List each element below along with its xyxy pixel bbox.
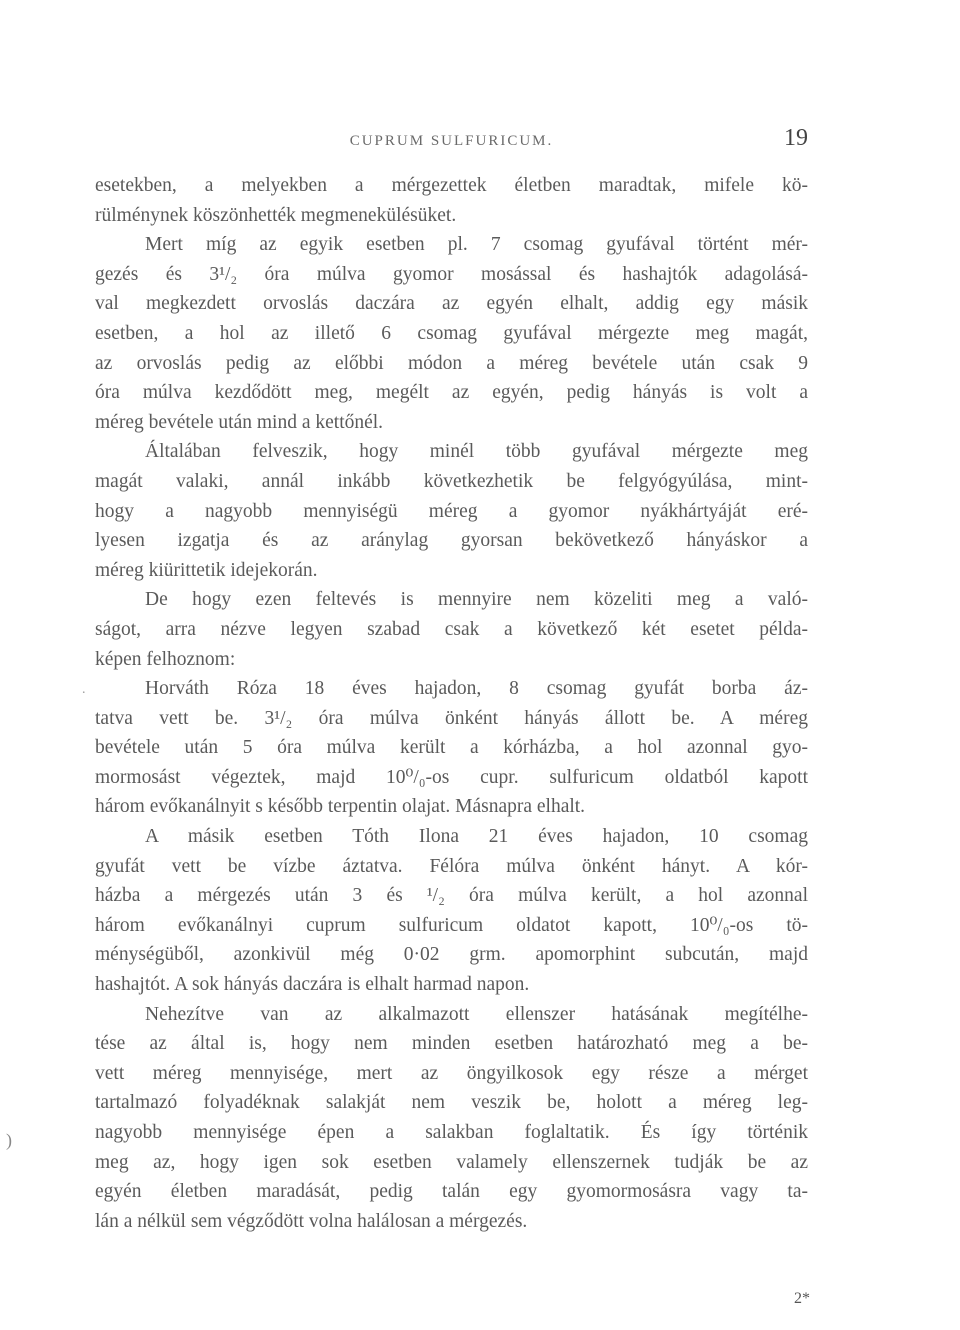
text-line: bevétele után 5 óra múlva került a kórházba, a hol azonnal gyo- — [95, 737, 808, 759]
text-line: tartalmazó folyadéknak salakját nem veszik be, holott a méreg leg- — [95, 1092, 808, 1114]
text-line: esetekben, a melyekben a mérgezettek életben maradtak, mifele kö- — [95, 175, 808, 196]
text-line: képen felhoznom: — [95, 648, 236, 670]
text-line: hogy a nagyobb mennyiségü méreg a gyomor nyákhártyáját eré- — [95, 500, 808, 522]
page-header — [95, 125, 808, 165]
text-line: méreg bevétele után mind a kettőnél. — [95, 411, 384, 433]
text-line: Általában felveszik, hogy minél több gyufával mérgezte meg — [145, 441, 808, 463]
text-line: lyesen izgatja és az aránylag gyorsan bekövetkező hányáskor a — [95, 530, 808, 552]
text-line: meg az, hogy igen sok esetben valamely ellenszernek tudják be az — [95, 1151, 808, 1173]
text-line: A másik esetben Tóth Ilona 21 éves hajadon, 10 csomag — [145, 826, 808, 848]
text-line: az orvoslás pedig az előbbi módon a méreg bevétele után csak 9 — [95, 352, 808, 374]
text-line: tatva vett be. 3¹/₂ óra múlva önként hányás állott be. A méreg — [95, 707, 808, 729]
page-number: 19 — [784, 125, 808, 151]
text-line: esetben, a hol az illető 6 csomag gyufával mérgezte meg magát, — [95, 322, 808, 344]
text-line: házba a mérgezés után 3 és ¹/₂ óra múlva került, a hol azonnal — [95, 885, 808, 907]
text-line: gezés és 3¹/₂ óra múlva gyomor mosással és hashajtók adagolásá- — [95, 263, 808, 285]
text-line: három evőkanálnyit s később terpentin olajat. Másnapra elhalt. — [95, 796, 586, 818]
margin-dot-mark: . — [82, 682, 86, 697]
text-line: Horváth Róza 18 éves hajadon, 8 csomag gyufát borba áz- — [145, 678, 808, 700]
text-line: De hogy ezen feltevés is mennyire nem közeliti meg a való- — [145, 589, 808, 611]
text-line: mormosást végeztek, majd 10⁰/₀-os cupr. sulfuricum oldatból kapott — [95, 766, 808, 788]
text-line: Mert míg az egyik esetben pl. 7 csomag gyufával történt mér- — [145, 234, 808, 256]
signature-mark: 2* — [794, 1290, 810, 1307]
text-line: három evőkanálnyi cuprum sulfuricum oldatot kapott, 10⁰/₀-os tö- — [95, 914, 808, 936]
text-line: gyufát vett be vízbe áztatva. Félóra múlva önként hányt. A kór- — [95, 855, 808, 877]
text-line: magát valaki, annál inkább következhetik be felgyógyúlása, mint- — [95, 470, 808, 492]
margin-bracket-mark: ) — [6, 1130, 12, 1150]
text-line: rülménynek köszönhették megmenekülésüket. — [95, 204, 457, 226]
text-line: nagyobb mennyisége épen a salakban foglaltatik. És így történik — [95, 1122, 808, 1143]
running-head: CUPRUM SULFURICUM. — [349, 133, 554, 149]
text-line: egyén életben maradását, pedig talán egy gyomormosásra vagy ta- — [95, 1181, 808, 1203]
text-line: val megkezdett orvoslás daczára az egyén elhalt, addig egy másik — [95, 293, 808, 315]
text-line: vett méreg mennyisége, mert az öngyilkosok egy része a mérget — [95, 1062, 808, 1084]
text-line: óra múlva kezdődött meg, megélt az egyén, pedig hányás is volt a — [95, 382, 808, 404]
text-line: lán a nélkül sem végződött volna halálosan a mérgezés. — [95, 1210, 528, 1232]
text-line: ménységüből, azonkivül még 0·02 grm. apomorphint subcután, majd — [95, 944, 808, 966]
text-line: ságot, arra nézve legyen szabad csak a következő két esetet példa- — [95, 618, 808, 640]
text-line: tése az által is, hogy nem minden esetben határozható meg a be- — [95, 1033, 808, 1055]
text-line: Nehezítve van az alkalmazott ellenszer hatásának megítélhe- — [145, 1003, 808, 1025]
body-text — [95, 171, 808, 1236]
text-line: méreg kiürittetik idejekorán. — [95, 559, 318, 581]
text-line: hashajtót. A sok hányás daczára is elhalt harmad napon. — [95, 974, 530, 996]
